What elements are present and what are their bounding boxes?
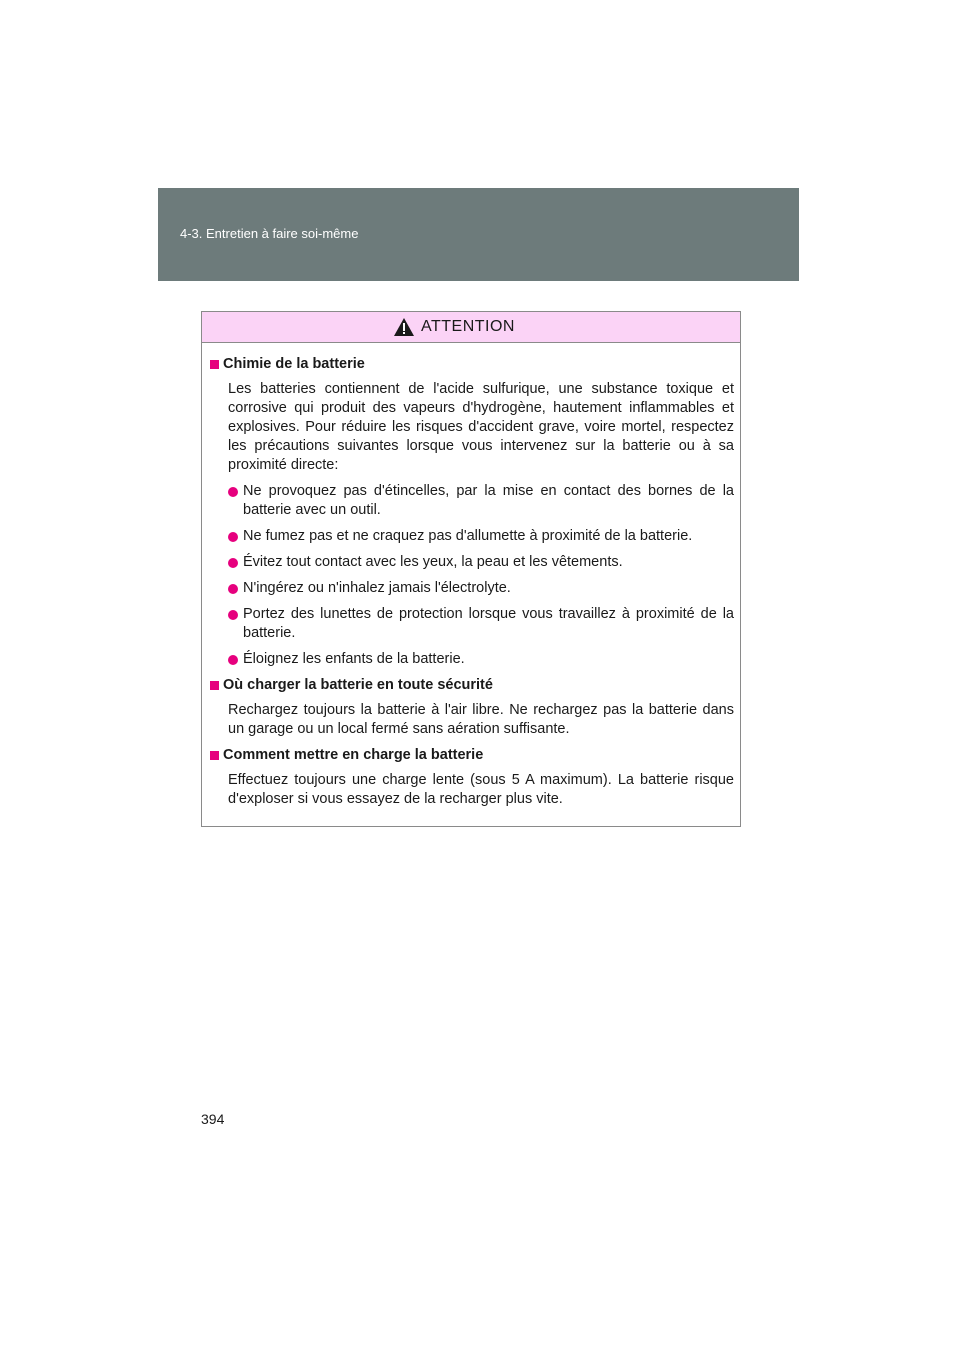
list-item <box>210 553 734 572</box>
square-bullet-icon <box>210 681 219 690</box>
round-bullet-icon <box>228 532 238 542</box>
list-item-text: N'ingérez ou n'inhalez jamais l'électrolyte. <box>243 580 511 596</box>
list-item-text: Ne fumez pas et ne craquez pas d'allumette à proximité de la batterie. <box>243 528 693 544</box>
round-bullet-icon <box>228 558 238 568</box>
list-item <box>210 650 734 669</box>
list-item <box>210 482 734 520</box>
attention-header <box>202 312 740 343</box>
warning-triangle-icon <box>393 317 415 337</box>
list-item <box>210 605 734 643</box>
header-band <box>158 188 799 281</box>
list-item-text: Évitez tout contact avec les yeux, la peau et les vêtements. <box>243 554 623 570</box>
section-paragraph: Les batteries contiennent de l'acide sulfurique, une substance toxique et corrosive qui produit des vapeurs d'hydrogène, hautement inflammables et explosives. Pour réduire les risques d'accident grave, voire mortel, respectez les précautions suivantes lorsque vous intervenez sur la batterie ou à sa proximité directe: <box>228 381 734 473</box>
section-title: 4-3. Entretien à faire soi-même <box>180 226 359 241</box>
section-heading <box>210 746 734 765</box>
attention-title: ATTENTION <box>421 318 515 335</box>
round-bullet-icon <box>228 487 238 497</box>
section-heading-text: Comment mettre en charge la batterie <box>223 747 484 763</box>
square-bullet-icon <box>210 751 219 760</box>
round-bullet-icon <box>228 655 238 665</box>
list-item-text: Ne provoquez pas d'étincelles, par la mise en contact des bornes de la batterie avec un outil. <box>243 483 734 518</box>
list-item-text: Portez des lunettes de protection lorsque vous travaillez à proximité de la batterie. <box>243 606 734 641</box>
section-heading-text: Chimie de la batterie <box>223 356 365 372</box>
section-heading-text: Où charger la batterie en toute sécurité <box>223 677 493 693</box>
section-paragraph: Rechargez toujours la batterie à l'air libre. Ne rechargez pas la batterie dans un garage ou un local fermé sans aération suffisante. <box>228 702 734 737</box>
square-bullet-icon <box>210 360 219 369</box>
attention-content <box>202 343 740 809</box>
list-item <box>210 579 734 598</box>
section-paragraph: Effectuez toujours une charge lente (sous 5 A maximum). La batterie risque d'exploser si vous essayez de la recharger plus vite. <box>228 772 734 807</box>
round-bullet-icon <box>228 610 238 620</box>
attention-box <box>201 311 741 827</box>
section-heading <box>210 355 734 374</box>
round-bullet-icon <box>228 584 238 594</box>
list-item-text: Éloignez les enfants de la batterie. <box>243 651 465 667</box>
section-heading <box>210 676 734 695</box>
page-number: 394 <box>201 1111 225 1127</box>
list-item <box>210 527 734 546</box>
